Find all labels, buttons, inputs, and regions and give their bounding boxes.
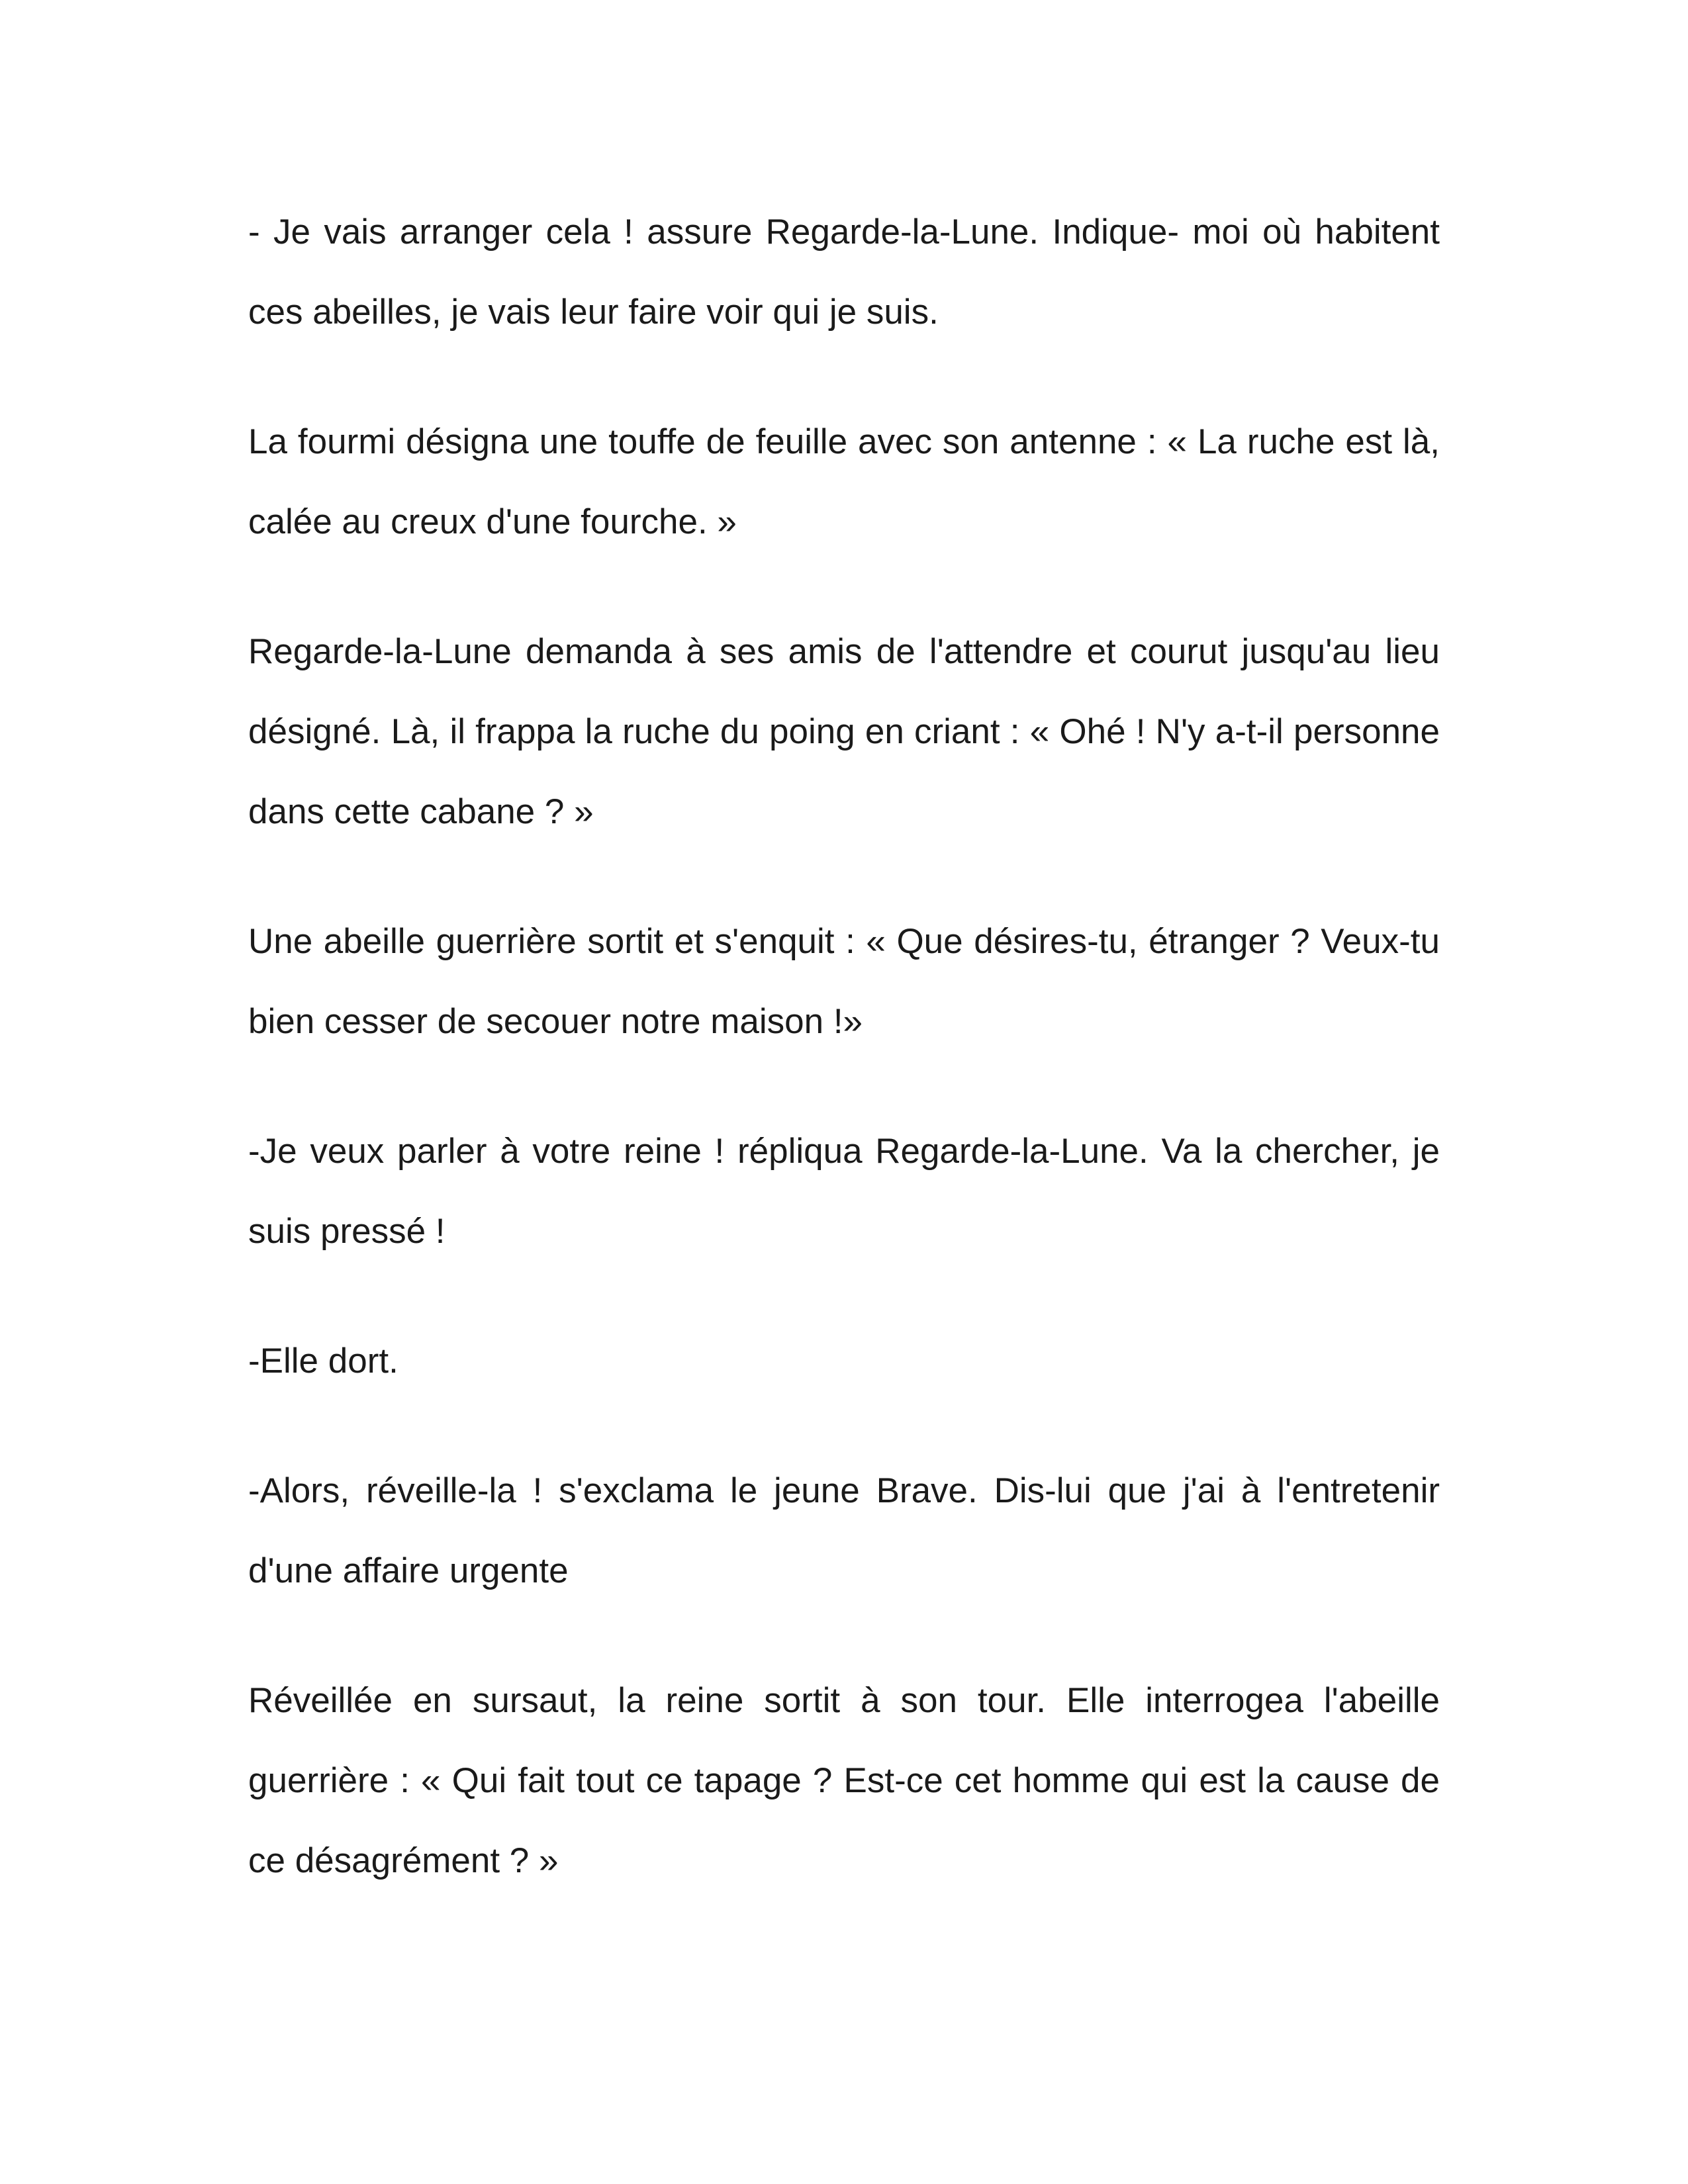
paragraph: -Je veux parler à votre reine ! répliqua Regarde-la-Lune. Va la chercher, je suis pressé ! <box>248 1132 1440 1251</box>
body-text <box>248 192 1440 1950</box>
paragraph: Regarde-la-Lune demanda à ses amis de l'attendre et courut jusqu'au lieu désigné. Là, il frappa la ruche du poing en criant : « Ohé ! N'y a-t-il personne dans cette cabane ? » <box>248 632 1440 831</box>
paragraph: - Je vais arranger cela ! assure Regarde-la-Lune. Indique- moi où habitent ces abeilles, je vais leur faire voir qui je suis. <box>248 212 1440 332</box>
paragraph: -Elle dort. <box>248 1342 399 1381</box>
paragraph: Une abeille guerrière sortit et s'enquit : « Que désires-tu, étranger ? Veux-tu bien cesser de secouer notre maison !» <box>248 922 1440 1041</box>
paragraph: Réveillée en sursaut, la reine sortit à son tour. Elle interrogea l'abeille guerrière : « Qui fait tout ce tapage ? Est-ce cet homme qui est la cause de ce désagrément ? » <box>248 1681 1440 1880</box>
paragraph: -Alors, réveille-la ! s'exclama le jeune Brave. Dis-lui que j'ai à l'entretenir d'une affaire urgente <box>248 1471 1440 1590</box>
paragraph: La fourmi désigna une touffe de feuille avec son antenne : « La ruche est là, calée au creux d'une fourche. » <box>248 422 1440 541</box>
